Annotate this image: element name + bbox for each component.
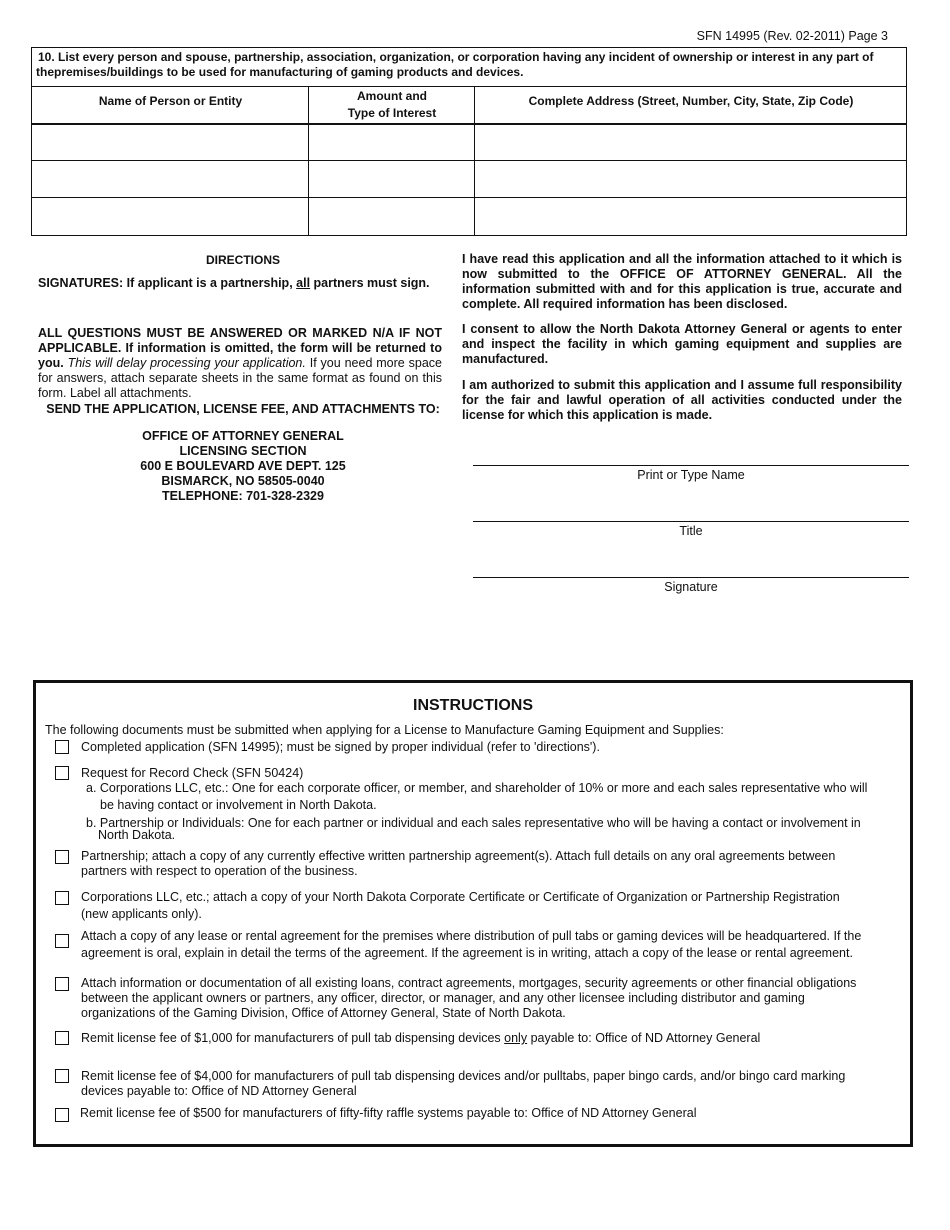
col-header-amount-l2: Type of Interest: [347, 106, 437, 120]
owner-amount-cell[interactable]: [310, 199, 473, 234]
instructions-box: [33, 680, 913, 1147]
questions-note-bold: ALL QUESTIONS MUST BE ANSWERED OR MARKED N/A IF NOT APPLICABLE. If information is omitted, the form will be returned to you.: [38, 326, 442, 370]
item-partnership-agreement: Partnership; attach a copy of any currently effective written partnership agreement(s). Attach full details on any oral agreements between partners with respect to operation of the business.: [81, 849, 836, 878]
signatures-note-prefix: SIGNATURES: If applicant is a partnership,: [38, 276, 297, 290]
title-label: Title: [679, 524, 703, 538]
item-corporate-certificate-l2: (new applicants only).: [81, 907, 202, 921]
checkbox-completed-application[interactable]: [55, 740, 69, 754]
owner-address-cell[interactable]: [476, 125, 906, 159]
owner-name-cell[interactable]: [32, 199, 307, 234]
statement-consent: I consent to allow the North Dakota Attorney General or agents to enter and inspect the facility in which gaming equipment and supplies are manufactured.: [462, 322, 902, 366]
form-id: SFN 14995 (Rev. 02-2011) Page 3: [696, 29, 888, 43]
statement-read: I have read this application and all the information attached to it which is now submitted to the OFFICE OF ATTORNEY GENERAL. All the information submitted with and for this application is true, accurate and complete. All required information has been disclosed.: [462, 252, 902, 311]
col-header-address: Complete Address (Street, Number, City, State, Zip Code): [528, 94, 854, 108]
checkbox-financial-obligations[interactable]: [55, 977, 69, 991]
checkbox-record-check[interactable]: [55, 766, 69, 780]
item-fee-500: Remit license fee of $500 for manufacturers of fifty-fifty raffle systems payable to: Office of ND Attorney General: [80, 1106, 697, 1120]
signatures-note-suffix: partners must sign.: [310, 276, 430, 290]
question-10-title: [32, 48, 906, 87]
item-completed-application: Completed application (SFN 14995); must be signed by proper individual (refer to 'directions').: [81, 740, 600, 754]
office-line: 600 E BOULEVARD AVE DEPT. 125: [140, 459, 346, 473]
ownership-table: [31, 47, 907, 236]
item-fee-1000-prefix: Remit license fee of $1,000 for manufacturers of pull tab dispensing devices: [81, 1031, 505, 1045]
statement-authorized: I am authorized to submit this application and I assume full responsibility for the fair and lawful operation of all activities conducted under the license for which this application is made.: [462, 378, 902, 422]
checkbox-partnership-agreement[interactable]: [55, 850, 69, 864]
checkbox-lease-agreement[interactable]: [55, 934, 69, 948]
col-divider: [308, 87, 309, 235]
title-line[interactable]: [473, 521, 909, 522]
send-to: SEND THE APPLICATION, LICENSE FEE, AND ATTACHMENTS TO:: [46, 402, 440, 416]
item-lease-agreement-l1: Attach a copy of any lease or rental agreement for the premises where distribution of pull tabs or gaming devices will be headquartered. If the: [81, 929, 862, 943]
item-record-check-a-l2: be having contact or involvement in North Dakota.: [100, 798, 377, 812]
item-fee-1000: [81, 1031, 881, 1046]
item-record-check-b-l1: b. Partnership or Individuals: One for each partner or individual and each sales representative who will be having a contact or involvement in: [86, 816, 861, 830]
row-divider: [32, 160, 906, 161]
print-name-line[interactable]: [473, 465, 909, 466]
item-lease-agreement-l2: agreement is oral, explain in detail the terms of the agreement. If the agreement is in writing, attach a copy of the lease or rental agreement.: [81, 946, 853, 960]
item-record-check-a-l1: a. Corporations LLC, etc.: One for each corporate officer, or member, and shareholder of 10% or more and each sales representative who will: [86, 781, 868, 795]
checkbox-fee-500[interactable]: [55, 1108, 69, 1122]
checkbox-fee-4000[interactable]: [55, 1069, 69, 1083]
office-line: BISMARCK, NO 58505-0040: [161, 474, 325, 488]
col-header-amount: [309, 88, 475, 122]
checkbox-corporate-certificate[interactable]: [55, 891, 69, 905]
office-line: LICENSING SECTION: [179, 444, 307, 458]
signature-label: Signature: [664, 580, 718, 594]
signatures-note-all: all: [296, 276, 311, 290]
questions-note: [38, 326, 442, 401]
signature-line[interactable]: [473, 577, 909, 578]
question-10-line1: 10. List every person and spouse, partnership, association, organization, or corporation having any incident of ownership or interest in any part of: [38, 50, 874, 64]
item-financial-obligations: Attach information or documentation of all existing loans, contract agreements, mortgages, security agreements or other financial obligations between the applicant owners or partners, any officer, director, or manager, and any other licensee including distributor and gaming organizations of the Gaming Division, Office of Attorney General, State of North Dakota.: [81, 976, 857, 1020]
row-divider: [32, 197, 906, 198]
col-header-name: Name of Person or Entity: [98, 94, 243, 108]
question-10-the: the: [36, 65, 54, 79]
item-record-check: Request for Record Check (SFN 50424): [81, 766, 304, 780]
owner-amount-cell[interactable]: [310, 125, 473, 159]
owner-name-cell[interactable]: [32, 162, 307, 196]
col-divider: [474, 87, 475, 235]
item-corporate-certificate-l1: Corporations LLC, etc.; attach a copy of your North Dakota Corporate Certificate or Certificate of Organization or Partnership Registration: [81, 890, 840, 904]
office-address: [38, 429, 448, 504]
item-fee-1000-suffix: payable to: Office of ND Attorney General: [527, 1031, 761, 1045]
directions-title: DIRECTIONS: [205, 253, 280, 267]
checkbox-fee-1000[interactable]: [55, 1031, 69, 1045]
signatures-note: [38, 276, 448, 290]
col-header-amount-l1: Amount and: [357, 89, 427, 103]
office-line: OFFICE OF ATTORNEY GENERAL: [142, 429, 344, 443]
item-fee-1000-only: only: [504, 1031, 528, 1045]
instructions-intro: The following documents must be submitted when applying for a License to Manufacture Gaming Equipment and Supplies:: [45, 723, 724, 737]
question-10-line2: premises/buildings to be used for manufacturing of gaming products and devices.: [54, 65, 524, 79]
owner-amount-cell[interactable]: [310, 162, 473, 196]
print-name-label: Print or Type Name: [637, 468, 745, 482]
owner-address-cell[interactable]: [476, 199, 906, 234]
questions-note-rest: If you need more space for answers, attach separate sheets in the same format as found on this form. Label all attachments.: [38, 356, 442, 400]
instructions-title: INSTRUCTIONS: [413, 697, 533, 714]
office-line: TELEPHONE: 701-328-2329: [162, 489, 324, 503]
owner-address-cell[interactable]: [476, 162, 906, 196]
owner-name-cell[interactable]: [32, 125, 307, 159]
item-record-check-b-l2: North Dakota.: [98, 828, 176, 842]
item-fee-4000: Remit license fee of $4,000 for manufacturers of pull tab dispensing devices and/or pulltabs, paper bingo cards, and/or bingo card marking devices payable to: Office of ND Attorney General: [81, 1069, 846, 1098]
questions-note-italic: This will delay processing your application.: [67, 356, 306, 370]
